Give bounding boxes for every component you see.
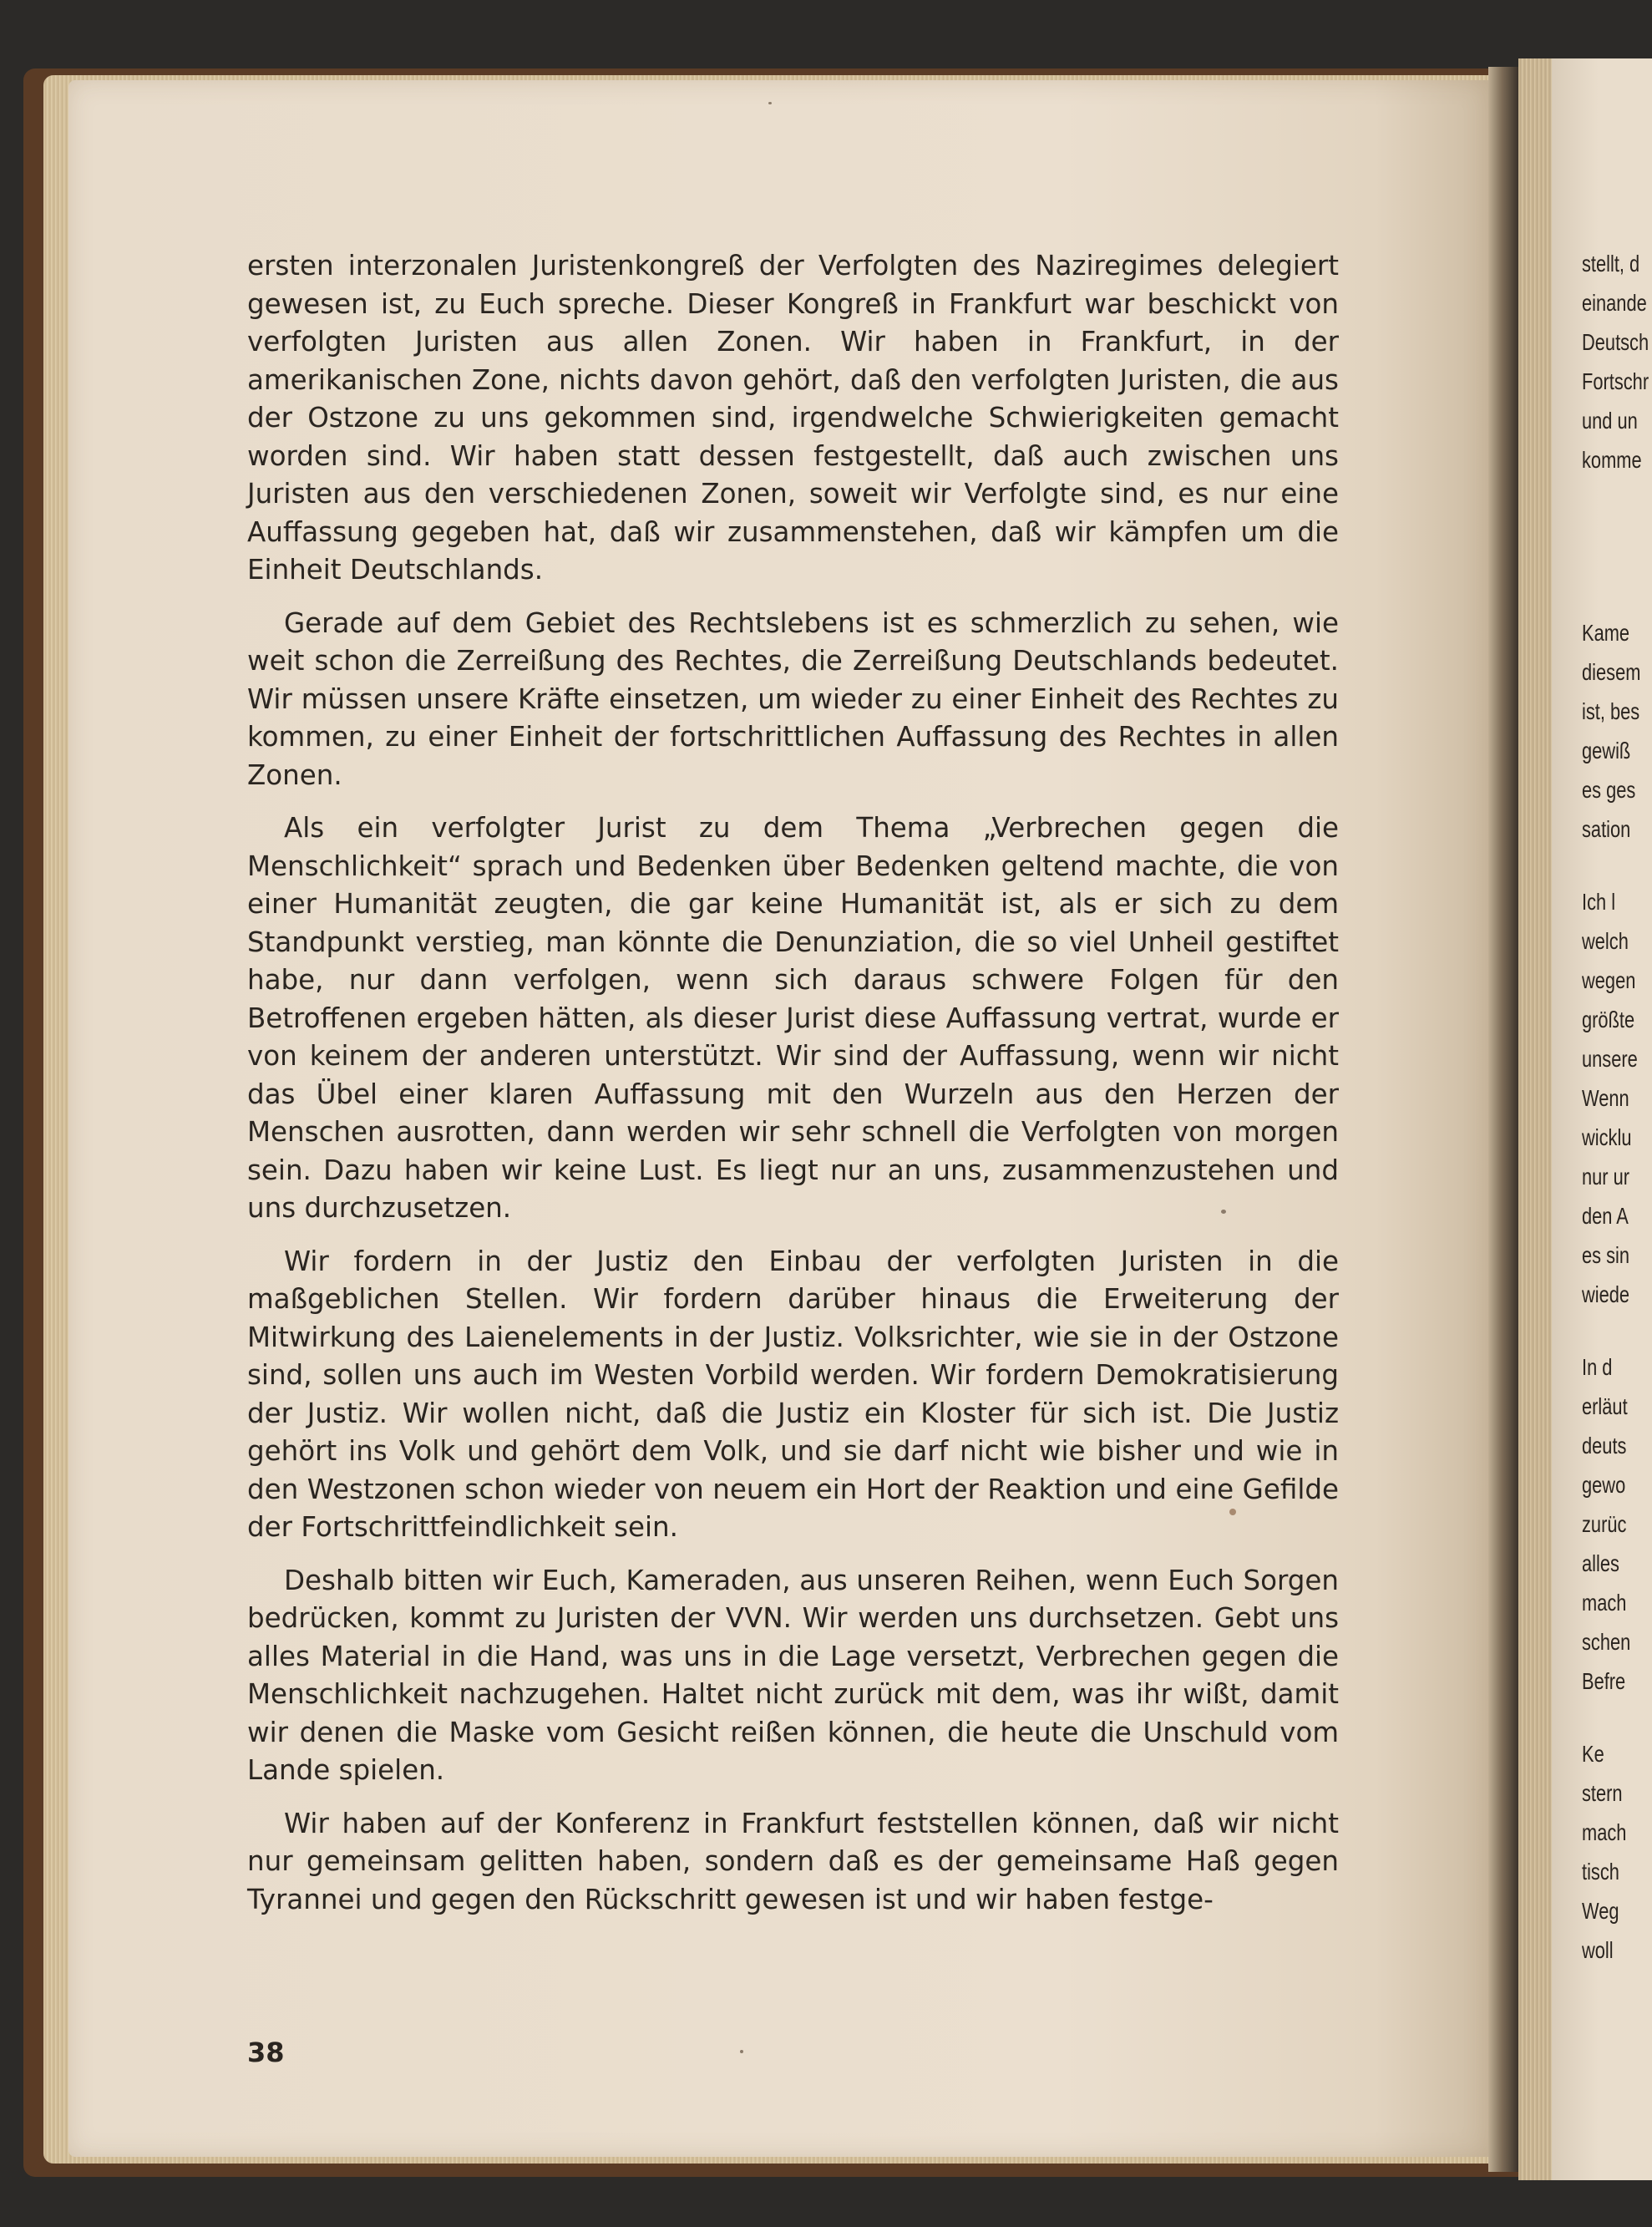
text-fragment: welch	[1582, 928, 1629, 954]
paragraph: Wir haben auf der Konferenz in Frankfurt feststellen können, daß wir nicht nur gemeinsam gelitten haben, sondern daß es der gemeinsame Haß gegen Tyrannei und gegen den Rückschritt gewesen ist und wir haben festge-	[247, 1807, 1339, 1915]
paragraph: Gerade auf dem Gebiet des Rechtslebens ist es schmerzlich zu sehen, wie weit schon die Zerreißung des Rechtes, die Zerreißung Deutschlands bedeutet. Wir müssen unsere Kräfte einsetzen, um wieder zu einer Einheit des Rechtes zu kommen, zu einer Einheit der fortschrittlichen Auffassung des Rechtes in allen Zonen.	[247, 606, 1339, 791]
facing-page	[1552, 58, 1652, 2180]
text-fragment: ist, bes	[1582, 698, 1640, 724]
page-number: 38	[247, 2037, 285, 2068]
text-fragment: tisch	[1582, 1859, 1619, 1885]
text-fragment: mach	[1582, 1819, 1627, 1845]
text-fragment: einande	[1582, 290, 1647, 316]
text-fragment: Wenn	[1582, 1085, 1629, 1111]
facing-page-text	[1582, 244, 1649, 1970]
text-fragment: Weg	[1582, 1898, 1619, 1924]
right-page-edges	[1518, 58, 1552, 2180]
text-fragment: wiede	[1582, 1281, 1630, 1307]
paper-speck	[768, 102, 772, 104]
text-fragment: woll	[1582, 1937, 1614, 1963]
text-fragment: schen	[1582, 1629, 1631, 1655]
text-fragment: stern	[1582, 1780, 1623, 1806]
paragraph: Deshalb bitten wir Euch, Kameraden, aus unseren Reihen, wenn Euch Sorgen bedrücken, kommt zu Juristen der VVN. Wir werden uns durchsetzen. Gebt uns alles Material in die Hand, was uns in die Lage versetzt, Verbrechen gegen die Menschlichkeit nachzugehen. Haltet nicht zurück mit dem, was ihr wißt, damit wir denen die Maske vom Gesicht reißen können, die heute die Unschuld vom Lande spielen.	[247, 1564, 1339, 1786]
paper-speck	[740, 2050, 743, 2053]
text-fragment: mach	[1582, 1590, 1627, 1616]
text-fragment: diesem	[1582, 659, 1641, 685]
text-fragment: Fortschr	[1582, 368, 1649, 394]
text-fragment: es sin	[1582, 1242, 1630, 1268]
text-fragment: den A	[1582, 1203, 1629, 1229]
text-fragment: Befre	[1582, 1668, 1626, 1694]
text-fragment: gewo	[1582, 1472, 1626, 1498]
text-fragment: stellt, d	[1582, 251, 1640, 276]
main-text	[247, 247, 1339, 1934]
text-fragment: Ich l	[1582, 889, 1616, 915]
text-fragment: Deutsch	[1582, 329, 1649, 355]
text-fragment: Ke	[1582, 1741, 1604, 1767]
text-fragment: unsere	[1582, 1046, 1638, 1072]
text-fragment: alles	[1582, 1550, 1619, 1576]
text-fragment: erläut	[1582, 1393, 1628, 1419]
book-gutter	[1488, 67, 1518, 2172]
paragraph: ersten interzonalen Juristenkongreß der Verfolgten des Naziregimes delegiert gewesen ist, zu Euch spreche. Dieser Kongreß in Frankfurt war beschickt von verfolgten Juristen aus allen Zonen. Wir haben in Frankfurt, in der amerikanischen Zone, nichts davon gehört, daß den verfolgten Juristen, die aus der Ostzone zu uns gekommen sind, irgendwelche Schwierigkeiten gemacht worden sind. Wir haben statt dessen festgestellt, daß auch zwischen uns Juristen aus den verschiedenen Zonen, soweit wir Verfolgte sind, es nur eine Auffassung gegeben hat, daß wir zusammenstehen, daß wir kämpfen um die Einheit Deutschlands.	[247, 250, 1339, 586]
text-fragment: zurüc	[1582, 1511, 1627, 1537]
text-fragment: wicklu	[1582, 1124, 1632, 1150]
text-fragment: sation	[1582, 816, 1631, 842]
text-fragment: und un	[1582, 408, 1638, 434]
text-fragment: In d	[1582, 1354, 1613, 1380]
text-fragment: Kame	[1582, 620, 1630, 646]
text-fragment: komme	[1582, 447, 1642, 473]
paragraph: Wir fordern in der Justiz den Einbau der verfolgten Juristen in die maßgeblichen Stellen. Wir fordern darüber hinaus die Erweiterung der Mitwirkung des Laienelements in der Justiz. Volksrichter, wie sie in der Ostzone sind, sollen uns auch im Westen Vorbild werden. Wir fordern Demokratisierung der Justiz. Wir wollen nicht, daß die Justiz ein Kloster für sich ist. Die Justiz gehört ins Volk und gehört dem Volk, und sie darf nicht wie bisher und wie in den Westzonen schon wieder von neuem ein Hort der Reaktion und eine Gefilde der Fortschrittfeindlichkeit sein.	[247, 1245, 1339, 1543]
text-fragment: es ges	[1582, 777, 1636, 803]
text-fragment: größte	[1582, 1007, 1635, 1032]
text-fragment: gewiß	[1582, 738, 1631, 763]
text-fragment: wegen	[1582, 967, 1636, 993]
text-fragment: deuts	[1582, 1433, 1627, 1458]
text-fragment: nur ur	[1582, 1164, 1630, 1190]
paragraph: Als ein verfolgter Jurist zu dem Thema „Verbrechen gegen die Menschlichkeit“ sprach und Bedenken über Bedenken geltend machte, die von einer Humanität zeugten, die gar keine Humanität ist, als er sich zu dem Standpunkt verstieg, man könnte die Denunziation, die so viel Unheil gestiftet habe, nur dann verfolgen, wenn sich daraus schwere Folgen für den Betroffenen ergeben hätten, als dieser Jurist diese Auffassung vertrat, wurde er von keinem der anderen unterstützt. Wir sind der Auffassung, wenn wir nicht das Übel einer klaren Auffassung mit den Wurzeln aus den Herzen der Menschen ausrotten, dann werden wir sehr schnell die Verfolgten von morgen sein. Dazu haben wir keine Lust. Es liegt nur an uns, zusammenzustehen und uns durchzusetzen.	[247, 812, 1339, 1224]
